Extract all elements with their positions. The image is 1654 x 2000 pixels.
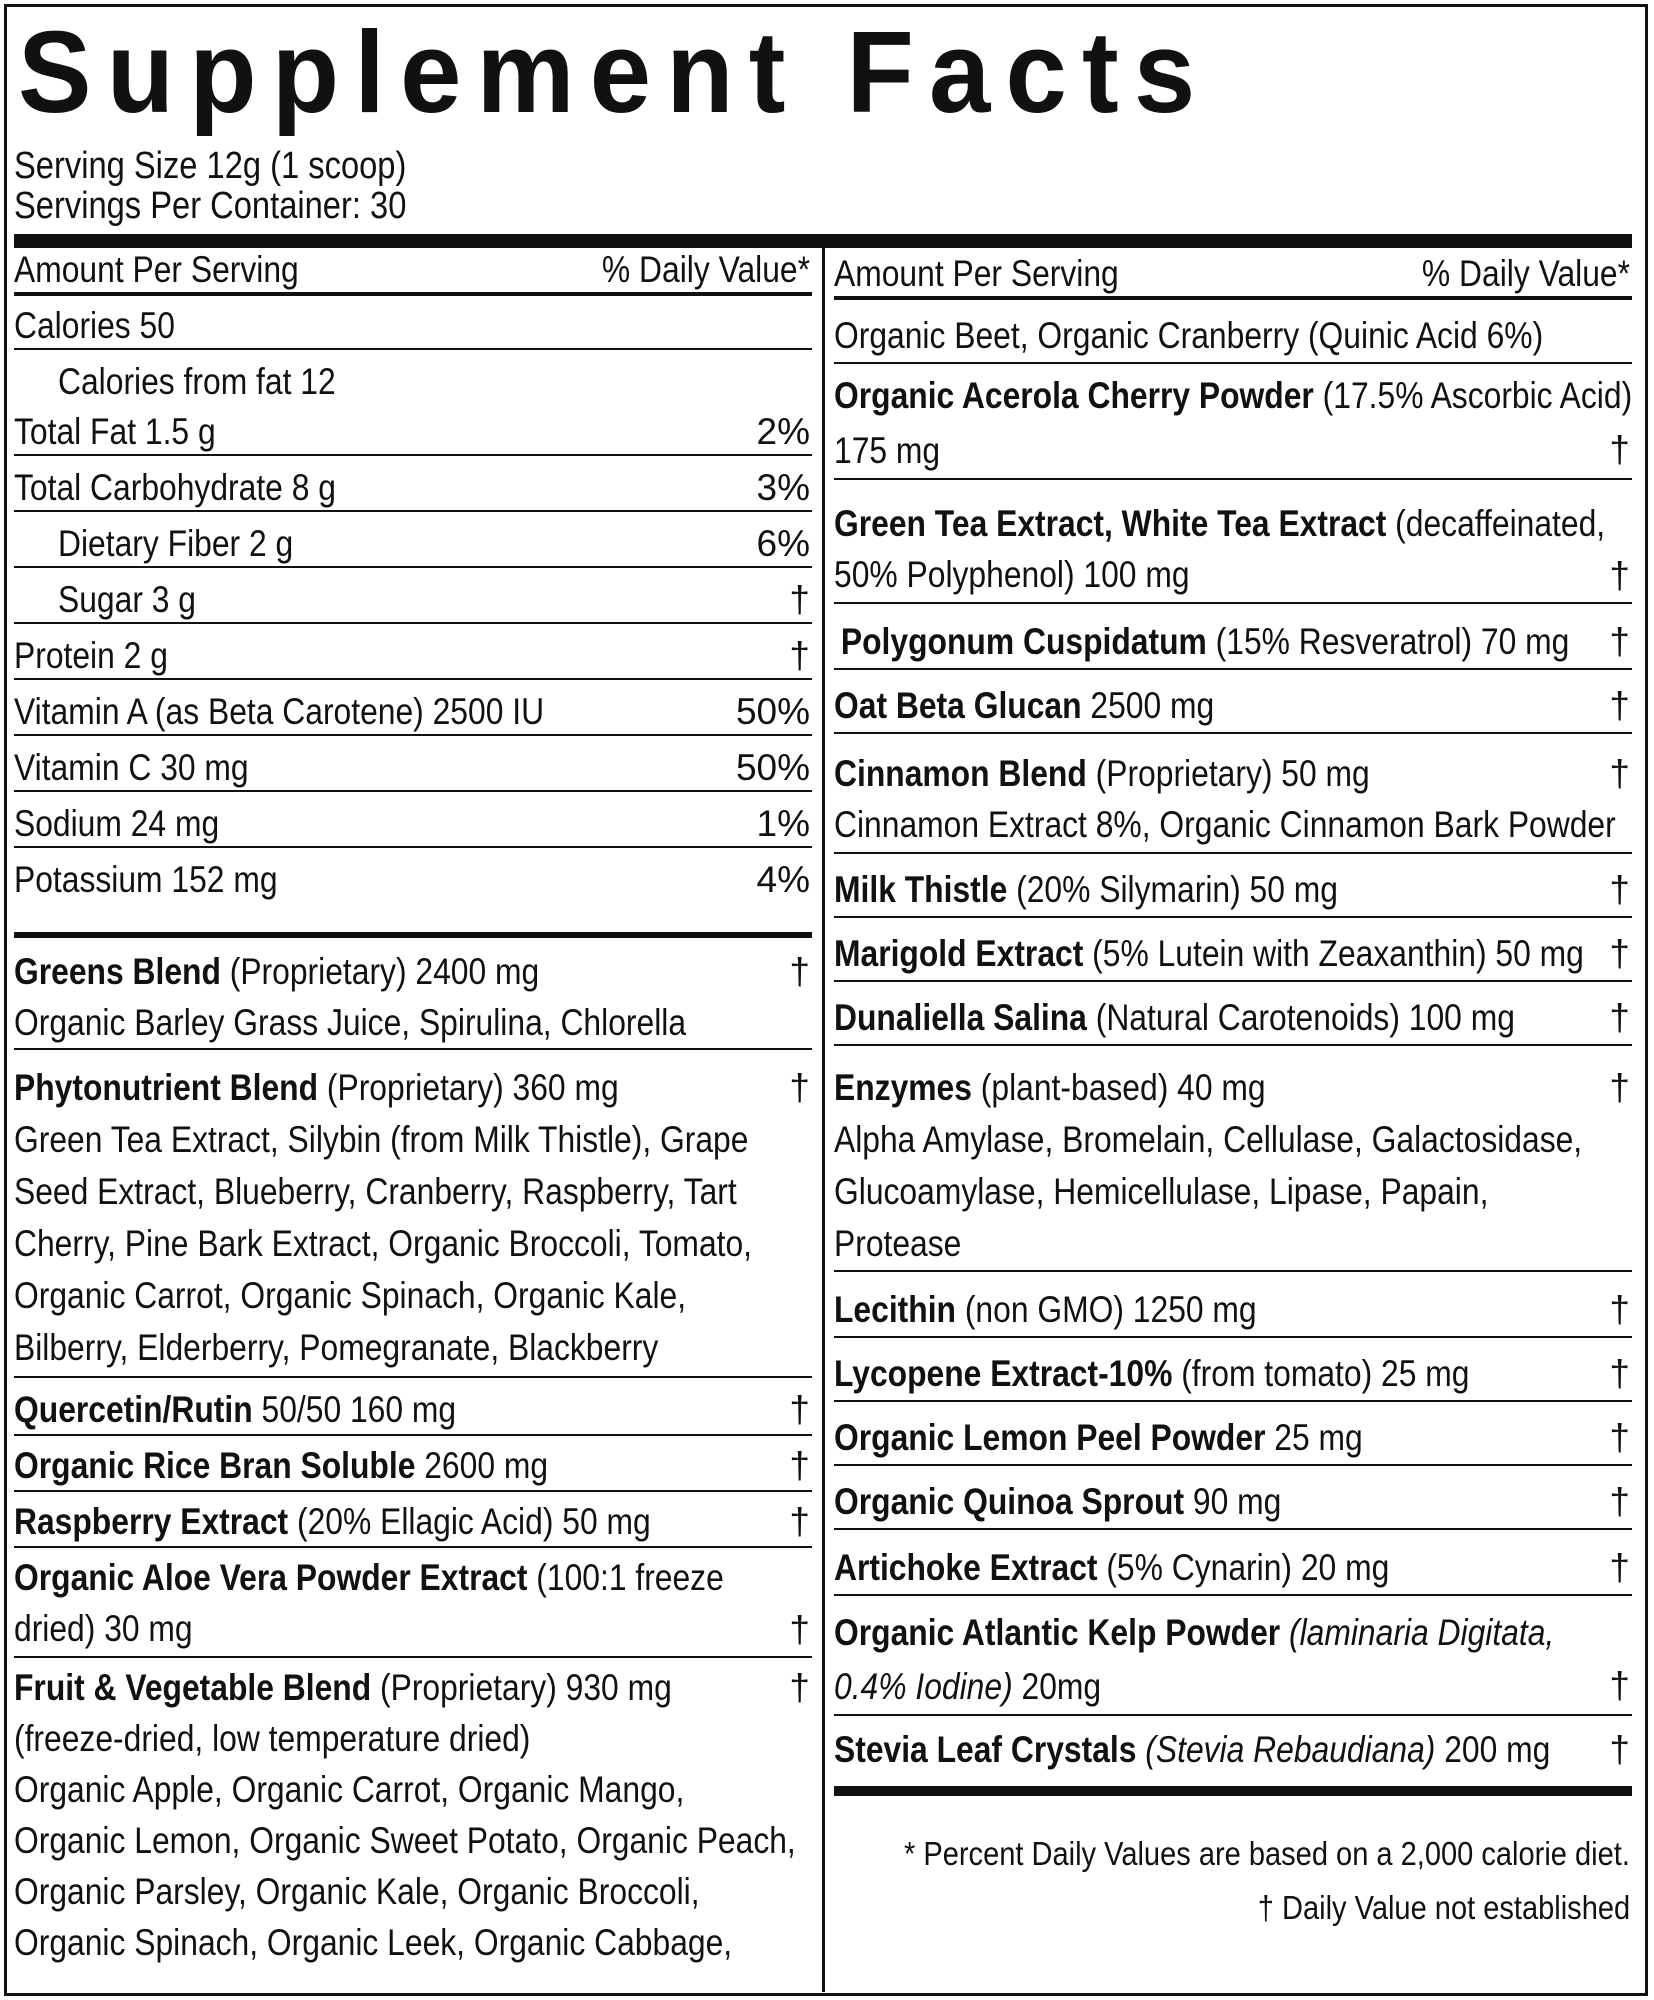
footer-thick-rule: [834, 1786, 1632, 1796]
dv-header-right: % Daily Value*: [1421, 253, 1630, 294]
milk-thistle: † Milk Thistle (20% Silymarin) 50 mg: [834, 864, 1632, 918]
quercetin-rutin: † Quercetin/Rutin 50/50 160 mg: [14, 1384, 812, 1436]
nutrient-row-total-carb: Total Carbohydrate 8 g 3%: [14, 466, 812, 512]
marigold-extract: † Marigold Extract (5% Lutein with Zeaxanthin) 50 mg: [834, 928, 1632, 982]
nutrient-row-vitamin-a: Vitamin A (as Beta Carotene) 2500 IU 50%: [14, 690, 812, 736]
stevia-leaf-crystals: † Stevia Leaf Crystals (Stevia Rebaudiana) 200 mg: [834, 1729, 1630, 1770]
cinnamon-blend: † Cinnamon Blend (Proprietary) 50 mg Cinnamon Extract 8%, Organic Cinnamon Bark Powder: [834, 748, 1632, 854]
serving-info: [14, 146, 406, 226]
nutrient-row-sugar: Sugar 3 g †: [14, 578, 812, 624]
organic-quinoa-sprout: † Organic Quinoa Sprout 90 mg: [834, 1476, 1632, 1530]
phytonutrient-blend: † Phytonutrient Blend (Proprietary) 360 mg Green Tea Extract, Silybin (from Milk Thistle), Grape Seed Extract, Blueberry, Cranberry, Raspberry, Tart Cherry, Pine Bark Extract, Organic Broccoli, Tomato, Organic Carrot, Organic Spinach, Organic Kale, Bilberry, Elderberry, Pomegranate, Blackberry: [14, 1062, 812, 1378]
oat-beta-glucan: † Oat Beta Glucan 2500 mg: [834, 680, 1632, 734]
footnote-daily-values: * Percent Daily Values are based on a 2,000 calorie diet.: [904, 1835, 1630, 1872]
nutrient-row-sodium: Sodium 24 mg 1%: [14, 802, 812, 848]
servings-per-container: Servings Per Container: 30: [14, 185, 407, 227]
nutrient-row-calories: Calories 50: [14, 304, 812, 350]
dunaliella-salina: † Dunaliella Salina (Natural Carotenoids) 100 mg: [834, 992, 1632, 1046]
organic-lemon-peel: † Organic Lemon Peel Powder 25 mg: [834, 1412, 1632, 1466]
lycopene-extract: † Lycopene Extract-10% (from tomato) 25 mg: [834, 1348, 1632, 1402]
enzymes: † Enzymes (plant-based) 40 mg Alpha Amylase, Bromelain, Cellulase, Galactosidase, Glucoamylase, Hemicellulase, Lipase, Papain, Protease: [834, 1062, 1632, 1272]
panel-title: Supplement Facts: [18, 7, 1211, 137]
organic-beet-cranberry: Organic Beet, Organic Cranberry (Quinic Acid 6%): [834, 310, 1632, 364]
polygonum-cuspidatum: † Polygonum Cuspidatum (15% Resveratrol) 70 mg: [834, 616, 1632, 670]
footnote-dagger: † Daily Value not established: [1257, 1889, 1630, 1926]
nutrient-row-dietary-fiber: Dietary Fiber 2 g 6%: [14, 522, 812, 568]
nutrient-row-calories-fat: Calories from fat 12: [58, 361, 336, 402]
nutrient-row-protein: Protein 2 g †: [14, 634, 812, 680]
top-thick-rule: [14, 234, 1632, 248]
artichoke-extract: † Artichoke Extract (5% Cynarin) 20 mg: [834, 1542, 1632, 1596]
nutrient-row-vitamin-c: Vitamin C 30 mg 50%: [14, 746, 812, 792]
fruit-vegetable-blend: † Fruit & Vegetable Blend (Proprietary) 930 mg (freeze-dried, low temperature dried) Organic Apple, Organic Carrot, Organic Mango, Organic Lemon, Organic Sweet Potato, Organic Peach, Organic Parsley, Organic Kale, Organic Broccoli, Organic Spinach, Organic Leek, Organic Cabbage,: [14, 1667, 810, 1963]
nutrient-row-potassium: Potassium 152 mg 4%: [14, 859, 810, 900]
lecithin: † Lecithin (non GMO) 1250 mg: [834, 1284, 1632, 1338]
dv-header: % Daily Value*: [601, 249, 810, 290]
amount-header-right: Amount Per Serving: [834, 253, 1119, 294]
organic-acerola: † Organic Acerola Cherry Powder (17.5% Ascorbic Acid) 175 mg: [834, 368, 1632, 480]
green-white-tea-extract: † Green Tea Extract, White Tea Extract (decaffeinated, 50% Polyphenol) 100 mg: [834, 498, 1632, 604]
section-thick-rule: [14, 932, 812, 938]
organic-atlantic-kelp: † Organic Atlantic Kelp Powder (laminaria Digitata, 0.4% Iodine) 20mg: [834, 1606, 1632, 1716]
serving-size: Serving Size 12g (1 scoop): [14, 145, 407, 187]
greens-blend: † Greens Blend (Proprietary) 2400 mg Organic Barley Grass Juice, Spirulina, Chlorella: [14, 946, 812, 1050]
nutrient-row-total-fat: Total Fat 1.5 g 2%: [14, 410, 812, 456]
header-row: [14, 248, 812, 296]
organic-aloe-vera: † Organic Aloe Vera Powder Extract (100:1 freeze dried) 30 mg: [14, 1552, 812, 1658]
organic-rice-bran: † Organic Rice Bran Soluble 2600 mg: [14, 1440, 812, 1492]
amount-header: Amount Per Serving: [14, 249, 299, 290]
raspberry-extract: † Raspberry Extract (20% Ellagic Acid) 50 mg: [14, 1496, 812, 1548]
header-row-right: [834, 252, 1632, 300]
column-divider: [822, 248, 825, 1992]
